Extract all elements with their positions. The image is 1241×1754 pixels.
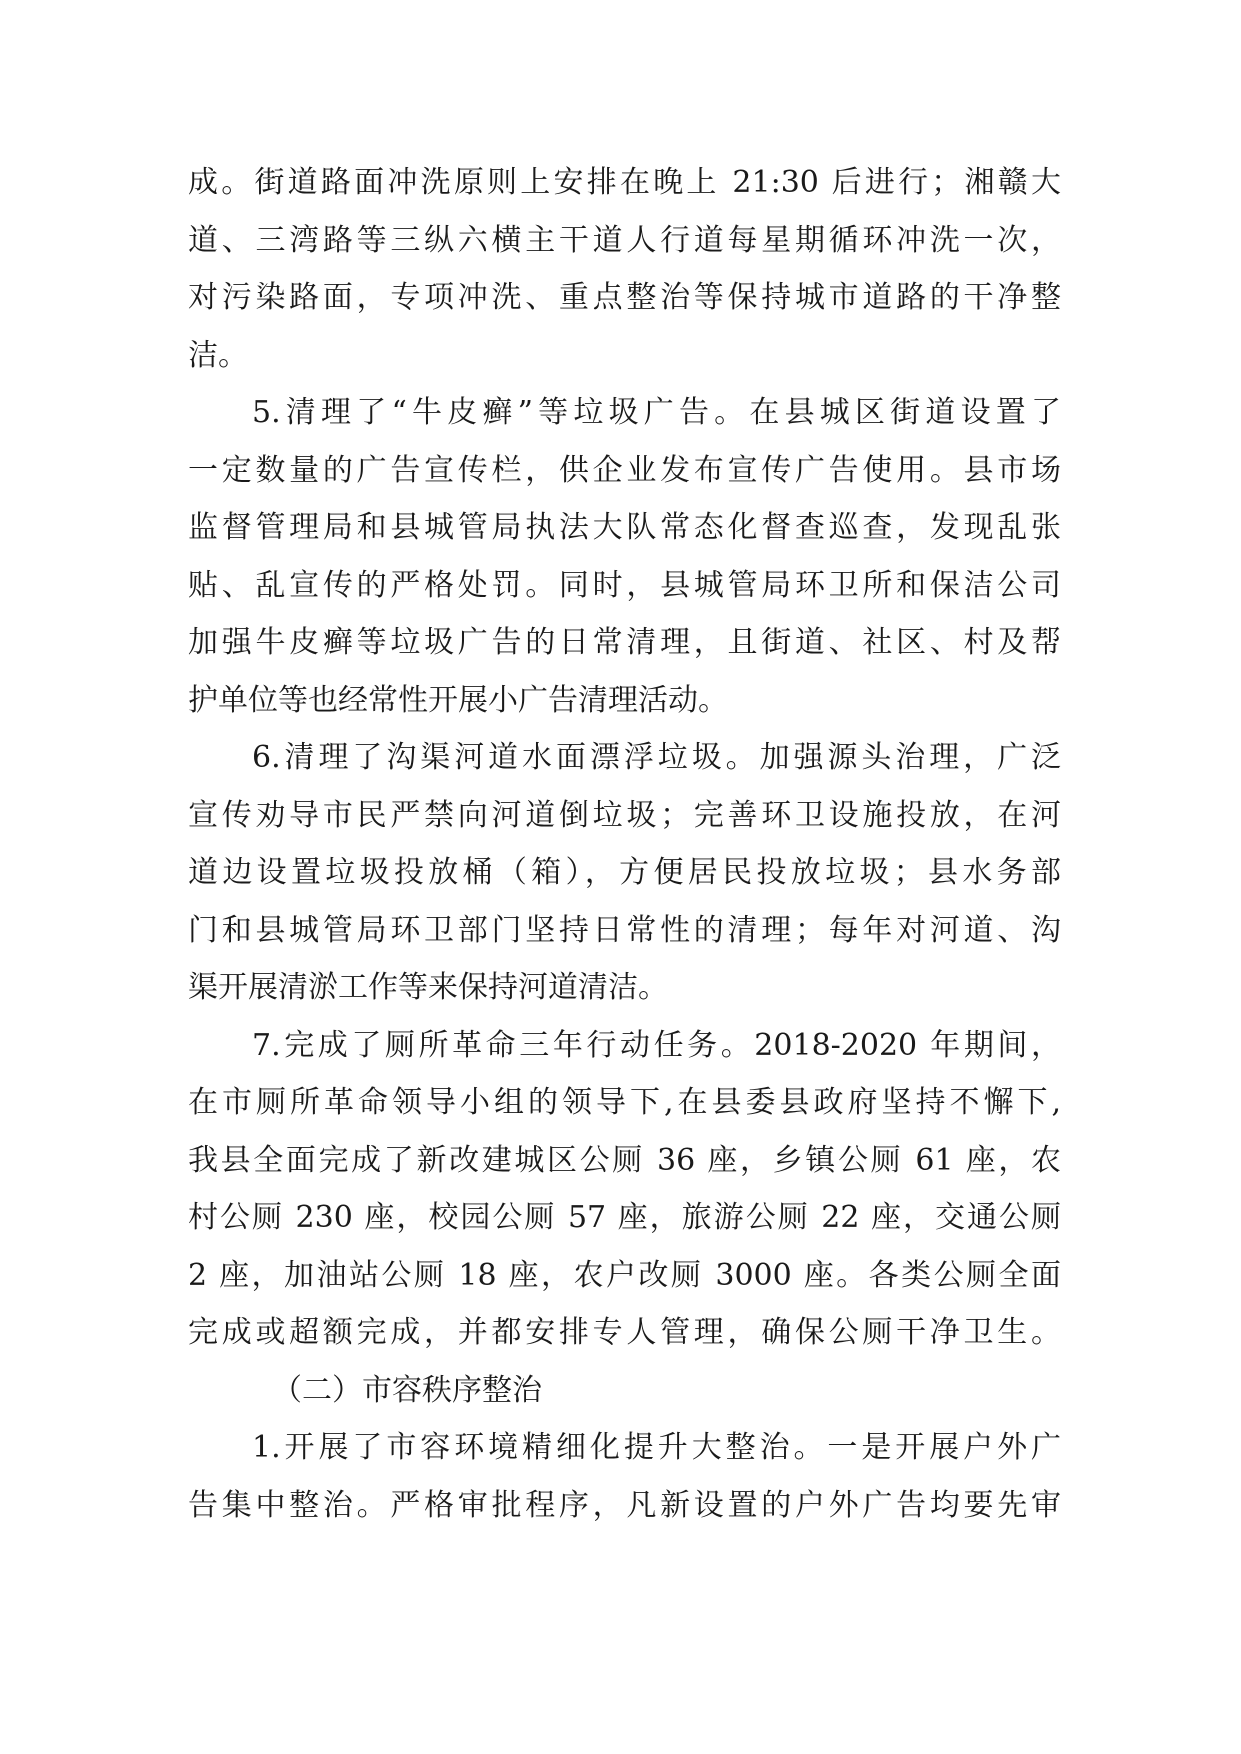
text-line: 洁。 <box>188 337 248 373</box>
text-line: 成。街道路面冲洗原则上安排在晚上 21:30 后进行；湘赣大 <box>188 165 1061 200</box>
text-line: 6.清理了沟渠河道水面漂浮垃圾。加强源头治理，广泛 <box>252 740 1061 775</box>
text-line: 村公厕 230 座，校园公厕 57 座，旅游公厕 22 座，交通公厕 <box>188 1200 1061 1235</box>
paragraph-section-2-item-1 <box>188 1419 1061 1534</box>
text-line: 加强牛皮癣等垃圾广告的日常清理，且街道、社区、村及帮 <box>188 625 1061 660</box>
text-line: 一定数量的广告宣传栏，供企业发布宣传广告使用。县市场 <box>188 452 1061 488</box>
text-line: 对污染路面，专项冲洗、重点整治等保持城市道路的干净整 <box>188 280 1061 315</box>
paragraph-item-6 <box>188 729 1061 1017</box>
text-line: 贴、乱宣传的严格处罚。同时，县城管局环卫所和保洁公司 <box>188 567 1061 603</box>
text-line: 道边设置垃圾投放桶（箱），方便居民投放垃圾；县水务部 <box>188 855 1061 890</box>
paragraph-road-washing <box>188 154 1061 384</box>
paragraph-item-7 <box>188 1017 1061 1362</box>
text-line: 护单位等也经常性开展小广告清理活动。 <box>188 682 728 718</box>
text-line: 宣传劝导市民严禁向河道倒垃圾；完善环卫设施投放，在河 <box>188 797 1061 833</box>
text-line: 告集中整治。严格审批程序，凡新设置的户外广告均要先审 <box>188 1487 1061 1523</box>
paragraph-item-5 <box>188 384 1061 729</box>
text-line: 渠开展清淤工作等来保持河道清洁。 <box>188 970 668 1005</box>
document-body <box>188 154 1061 1534</box>
text-line: 道、三湾路等三纵六横主干道人行道每星期循环冲洗一次， <box>188 222 1061 258</box>
text-line: 5.清理了“牛皮癣”等垃圾广告。在县城区街道设置了 <box>252 395 1061 430</box>
text-line: 7.完成了厕所革命三年行动任务。2018-2020 年期间， <box>252 1027 1061 1063</box>
text-line: 监督管理局和县城管局执法大队常态化督查巡查，发现乱张 <box>188 510 1061 545</box>
text-line: 2 座，加油站公厕 18 座，农户改厕 3000 座。各类公厕全面 <box>188 1257 1061 1293</box>
text-line: 1.开展了市容环境精细化提升大整治。一是开展户外广 <box>252 1430 1061 1465</box>
text-line: 在市厕所革命领导小组的领导下,在县委县政府坚持不懈下, <box>188 1085 1061 1120</box>
section-heading-text: （二）市容秩序整治 <box>272 1372 542 1408</box>
text-line: 我县全面完成了新改建城区公厕 36 座，乡镇公厕 61 座，农 <box>188 1142 1061 1178</box>
section-heading <box>188 1362 1061 1420</box>
text-line: 门和县城管局环卫部门坚持日常性的清理；每年对河道、沟 <box>188 912 1061 948</box>
text-line: 完成或超额完成，并都安排专人管理，确保公厕干净卫生。 <box>188 1315 1061 1350</box>
